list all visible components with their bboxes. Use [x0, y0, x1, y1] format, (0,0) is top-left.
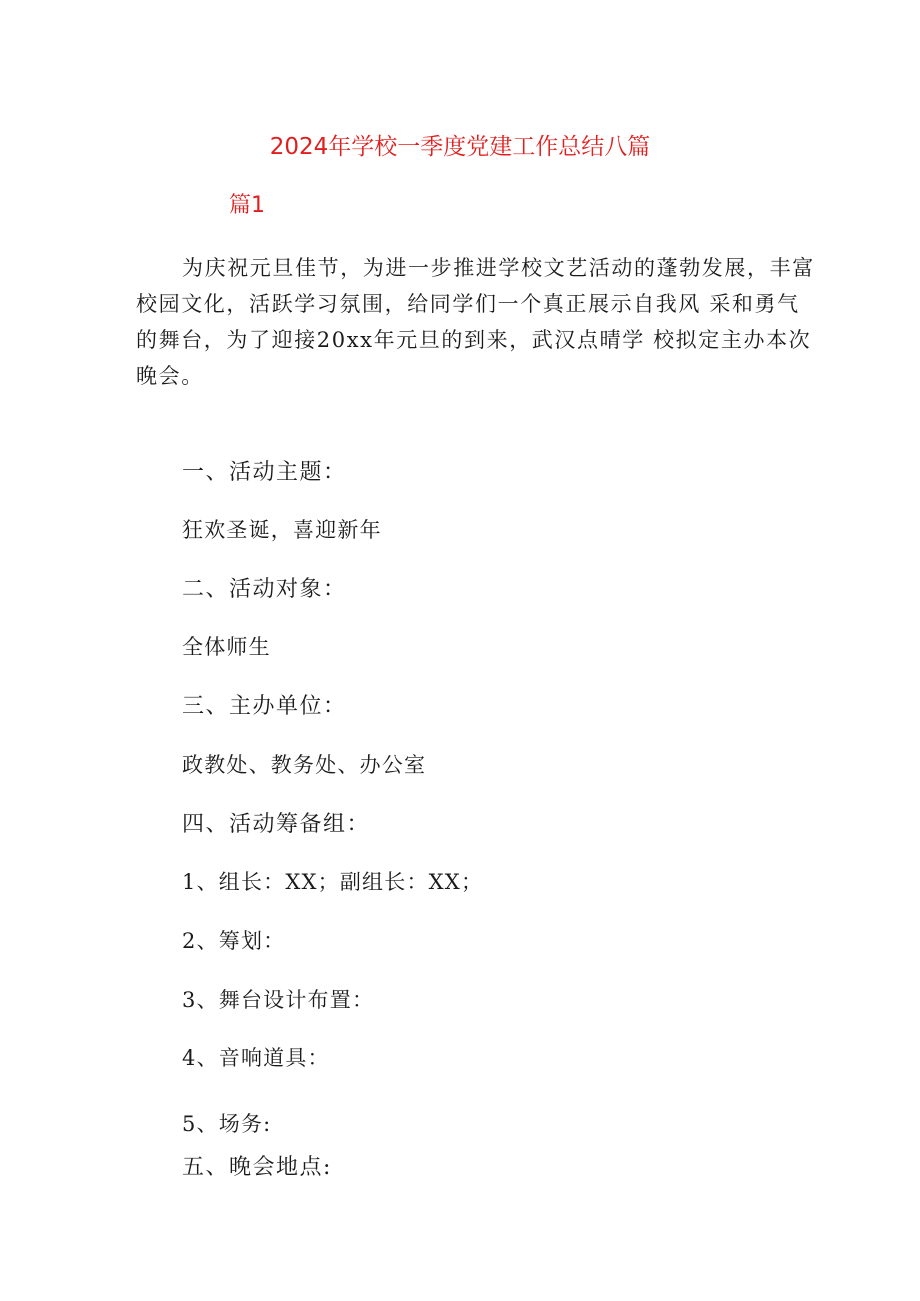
- heading-activity-audience: 二、活动对象：: [182, 577, 347, 602]
- heading-organizer: 三、主办单位：: [182, 694, 347, 719]
- intro-line: 晚会。: [136, 364, 204, 388]
- list-item: 2、筹划：: [182, 929, 286, 953]
- heading-activity-theme: 一、活动主题：: [182, 460, 347, 485]
- heading-venue: 五、晚会地点:: [182, 1155, 332, 1180]
- activity-audience-text: 全体师生: [182, 635, 271, 659]
- list-item: 1、组长：XX；副组长：XX；: [182, 870, 484, 894]
- section-title: 篇1: [229, 193, 265, 218]
- list-item: 3、舞台设计布置：: [182, 988, 375, 1012]
- intro-line: 为庆祝元旦佳节，为进一步推进学校文艺活动的蓬勃发展，丰富: [182, 256, 815, 280]
- list-item: 4、音响道具：: [182, 1046, 330, 1070]
- list-item: 5、场务:: [182, 1112, 272, 1136]
- activity-theme-text: 狂欢圣诞，喜迎新年: [182, 518, 382, 542]
- organizer-text: 政教处、教务处、办公室: [182, 753, 427, 777]
- intro-line: 校园文化，活跃学习氛围，给同学们一个真正展示自我风 采和勇气: [136, 292, 800, 316]
- heading-preparation-group: 四、活动筹备组：: [182, 812, 371, 837]
- document-title: 2024年学校一季度党建工作总结八篇: [269, 134, 651, 160]
- intro-paragraph: [136, 250, 815, 394]
- intro-line: 的舞台，为了迎接20xx年元旦的到来，武汉点晴学 校拟定主办本次: [136, 328, 812, 352]
